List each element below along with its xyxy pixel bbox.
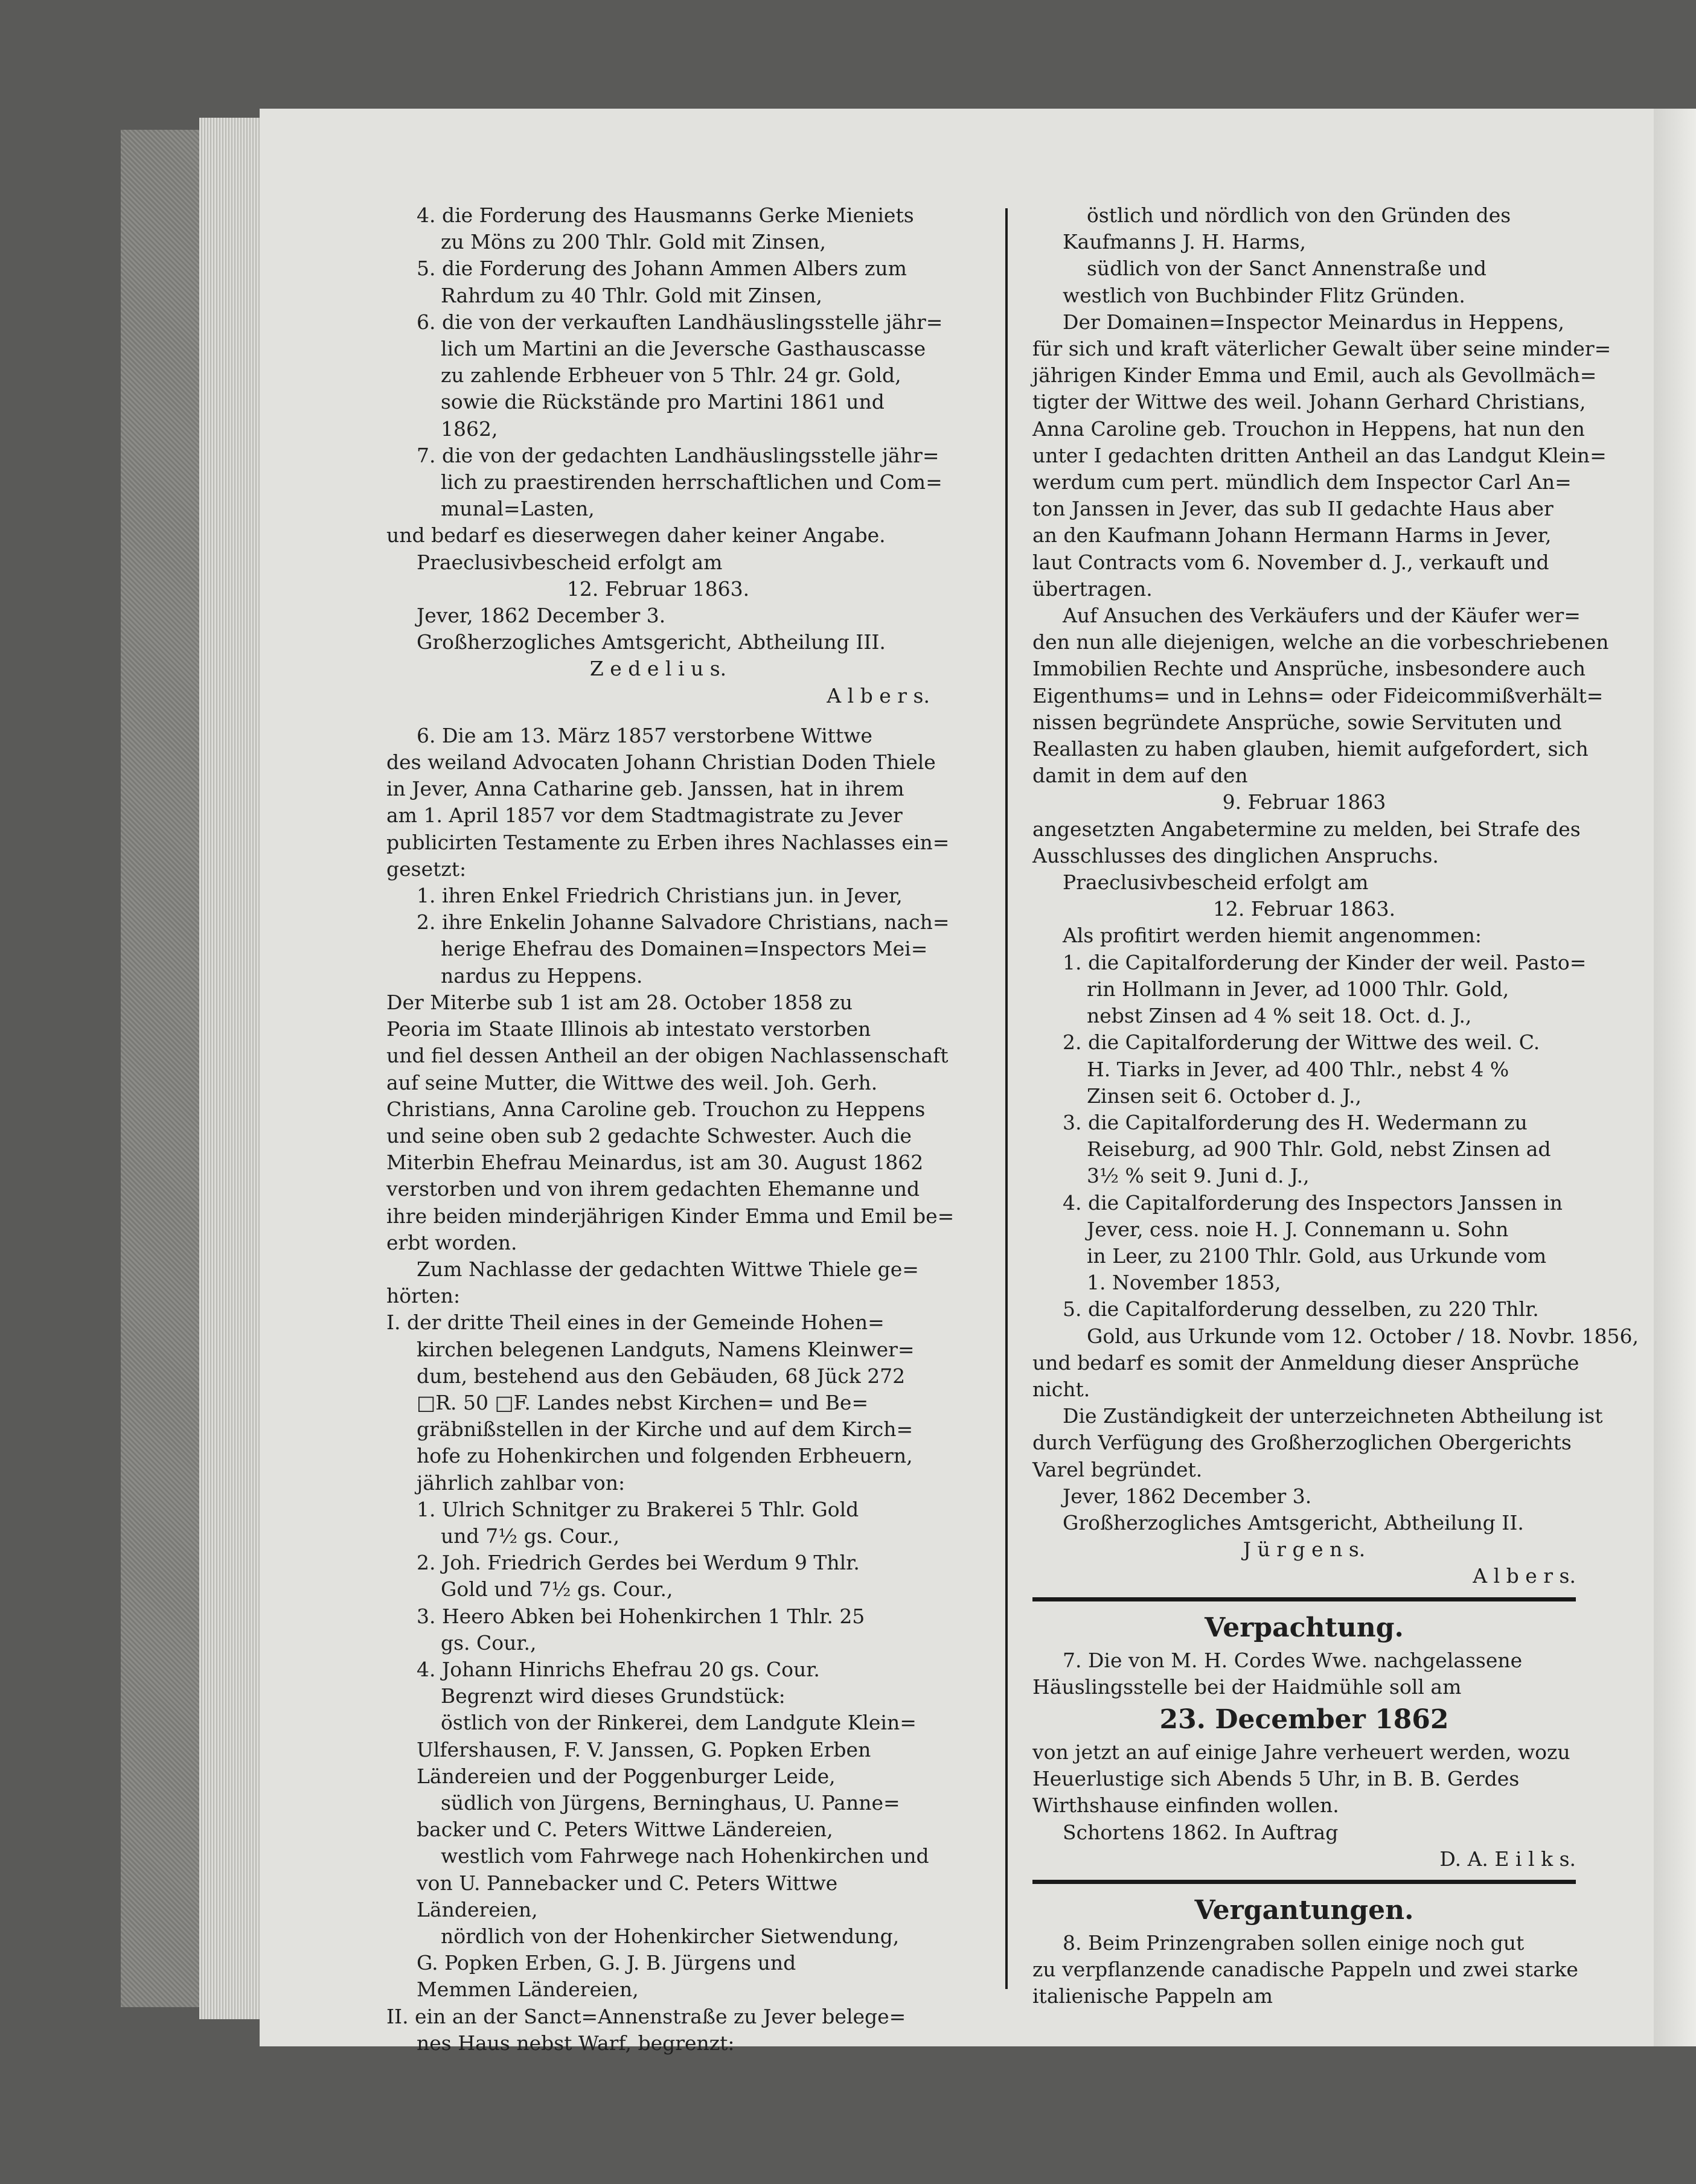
text-line: östlich von der Rinkerei, dem Landgute Klein=	[441, 1711, 917, 1735]
next-page-edge	[1654, 109, 1696, 2046]
left-column	[386, 202, 955, 2057]
text-line: Als profitirt werden hiemit angenommen:	[1063, 924, 1482, 948]
text-line: und 7½ gs. Cour.,	[441, 1524, 620, 1548]
text-line: 1. ihren Enkel Friedrich Christians jun. in Jever,	[417, 884, 903, 908]
text-line: jährigen Kinder Emma und Emil, auch als Gevollmäch=	[1032, 363, 1597, 388]
text-line: A l b e r s.	[1473, 1564, 1576, 1588]
text-line: nicht.	[1032, 1377, 1090, 1401]
text-line: Schortens 1862. In Auftrag	[1063, 1820, 1339, 1844]
text-line: Häuslingsstelle bei der Haidmühle soll am	[1032, 1675, 1462, 1699]
text-line: Jever, 1862 December 3.	[1063, 1484, 1312, 1508]
text-line: angesetzten Angabetermine zu melden, bei Strafe des	[1032, 817, 1581, 841]
text-line: in Jever, Anna Catharine geb. Janssen, hat in ihrem	[386, 777, 904, 801]
text-line: ihre beiden minderjährigen Kinder Emma und Emil be=	[386, 1204, 955, 1228]
text-line: Jever, 1862 December 3.	[417, 604, 666, 628]
text-line: nissen begründete Ansprüche, sowie Servituten und	[1032, 710, 1562, 734]
text-line: J ü r g e n s.	[1243, 1537, 1366, 1562]
text-line: Peoria im Staate Illinois ab intestato verstorben	[386, 1017, 871, 1041]
text-line: Wirthshause einfinden wollen.	[1032, 1793, 1339, 1818]
text-line: gs. Cour.,	[441, 1630, 537, 1655]
text-line: lich um Martini an die Jeversche Gasthauscasse	[441, 337, 926, 361]
text-line: ton Janssen in Jever, das sub II gedachte Haus aber	[1032, 497, 1554, 521]
text-line: Z e d e l i u s.	[589, 657, 727, 681]
text-line: Zum Nachlasse der gedachten Wittwe Thiele ge=	[417, 1257, 919, 1281]
text-line: Die Zuständigkeit der unterzeichneten Abtheilung ist	[1063, 1404, 1603, 1428]
section-heading: Vergantungen.	[1194, 1894, 1414, 1926]
text-line: laut Contracts vom 6. November d. J., verkauft und	[1032, 550, 1549, 574]
text-line: Miterbin Ehefrau Meinardus, ist am 30. August 1862	[386, 1151, 924, 1175]
text-line	[386, 709, 930, 723]
lease-notice-section	[1032, 1609, 1576, 1873]
text-line: backer und C. Peters Wittwe Ländereien,	[417, 1818, 833, 1842]
text-line: italienische Pappeln am	[1032, 1984, 1273, 2008]
text-line: Zinsen seit 6. October d. J.,	[1087, 1084, 1362, 1108]
text-line: unter I gedachten dritten Antheil an das Landgut Klein=	[1032, 443, 1607, 467]
text-line: für sich und kraft väterlicher Gewalt über seine minder=	[1032, 337, 1611, 361]
text-line: südlich von Jürgens, Berninghaus, U. Panne=	[441, 1790, 900, 1815]
text-line: Christians, Anna Caroline geb. Trouchon zu Heppens	[386, 1097, 926, 1121]
text-line: 12. Februar 1863.	[1212, 897, 1396, 921]
text-line: damit in dem auf den	[1032, 764, 1248, 788]
text-line: südlich von der Sanct Annenstraße und	[1087, 257, 1487, 281]
text-line: Memmen Ländereien,	[417, 1978, 639, 2002]
text-line: H. Tiarks in Jever, ad 400 Thlr., nebst 4 %	[1087, 1057, 1509, 1081]
text-line: 8. Beim Prinzengraben sollen einige noch gut	[1063, 1930, 1525, 1955]
text-line: auf seine Mutter, die Wittwe des weil. Joh. Gerh.	[386, 1070, 878, 1094]
text-line: jährlich zahlbar von:	[417, 1470, 626, 1495]
text-line: 2. die Capitalforderung der Wittwe des weil. C.	[1063, 1030, 1540, 1055]
auction-notice-section	[1032, 1891, 1576, 2010]
text-line: 1. die Capitalforderung der Kinder der weil. Pasto=	[1063, 950, 1587, 974]
text-line: Rahrdum zu 40 Thlr. Gold mit Zinsen,	[441, 283, 822, 307]
text-line: übertragen.	[1032, 576, 1153, 601]
right-column	[1032, 202, 1639, 2010]
text-line: Eigenthums= und in Lehns= oder Fideicommißverhält=	[1032, 683, 1604, 707]
text-line: 3½ % seit 9. Juni d. J.,	[1087, 1164, 1310, 1188]
text-line: herige Ehefrau des Domainen=Inspectors Mei=	[441, 937, 928, 961]
text-line: gräbnißstellen in der Kirche und auf dem Kirch=	[417, 1417, 914, 1442]
text-line: 5. die Forderung des Johann Ammen Albers zum	[417, 257, 907, 281]
text-line: hörten:	[386, 1284, 461, 1308]
text-line: 6. Die am 13. März 1857 verstorbene Wittwe	[417, 723, 872, 747]
text-line: 4. die Forderung des Hausmanns Gerke Mieniets	[417, 203, 914, 227]
text-line: hofe zu Hohenkirchen und folgenden Erbheuern,	[417, 1444, 913, 1468]
text-line: tigter der Wittwe des weil. Johann Gerhard Christians,	[1032, 390, 1586, 414]
text-line: □R. 50 □F. Landes nebst Kirchen= und Be=	[417, 1390, 869, 1414]
text-line: lich zu praestirenden herrschaftlichen und Com=	[441, 470, 942, 494]
text-line: Großherzogliches Amtsgericht, Abtheilung II.	[1063, 1510, 1524, 1534]
text-line: Kaufmanns J. H. Harms,	[1063, 230, 1307, 254]
text-line: G. Popken Erben, G. J. B. Jürgens und	[417, 1951, 796, 1975]
text-line: in Leer, zu 2100 Thlr. Gold, aus Urkunde vom	[1087, 1244, 1547, 1268]
text-line: 12. Februar 1863.	[566, 576, 750, 601]
text-line: des weiland Advocaten Johann Christian Doden Thiele	[386, 750, 936, 774]
text-line: rin Hollmann in Jever, ad 1000 Thlr. Gold,	[1087, 977, 1509, 1001]
text-line: gesetzt:	[386, 857, 467, 881]
text-line: nebst Zinsen ad 4 % seit 18. Oct. d. J.,	[1087, 1004, 1472, 1028]
text-line: publicirten Testamente zu Erben ihres Nachlasses ein=	[386, 830, 950, 854]
text-line: Gold, aus Urkunde vom 12. October / 18. Novbr. 1856,	[1087, 1324, 1639, 1348]
text-line: Ländereien und der Poggenburger Leide,	[417, 1764, 836, 1788]
text-line: 4. Johann Hinrichs Ehefrau 20 gs. Cour.	[417, 1657, 820, 1681]
text-line: 4. die Capitalforderung des Inspectors Janssen in	[1063, 1190, 1563, 1215]
text-line: und fiel dessen Antheil an der obigen Nachlassenschaft	[386, 1044, 949, 1068]
text-line: und bedarf es dieserwegen daher keiner Angabe.	[386, 523, 886, 548]
text-line: Gold und 7½ gs. Cour.,	[441, 1577, 673, 1601]
text-line: 9. Februar 1863	[1222, 790, 1386, 814]
text-line: Der Miterbe sub 1 ist am 28. October 1858 zu	[386, 990, 853, 1014]
text-line: Ländereien,	[417, 1897, 538, 1921]
text-line: verstorben und von ihrem gedachten Ehemanne und	[386, 1177, 920, 1201]
text-line: Immobilien Rechte und Ansprüche, insbesondere auch	[1032, 657, 1586, 681]
text-line: Reallasten zu haben glauben, hiemit aufgefordert, sich	[1032, 737, 1589, 761]
text-line: 2. ihre Enkelin Johanne Salvadore Christians, nach=	[417, 910, 950, 934]
text-line: 6. die von der verkauften Landhäuslingsstelle jähr=	[417, 310, 943, 334]
text-line: Reiseburg, ad 900 Thlr. Gold, nebst Zinsen ad	[1087, 1137, 1551, 1161]
text-line: 7. Die von M. H. Cordes Wwe. nachgelassene	[1063, 1648, 1523, 1672]
text-line: nardus zu Heppens.	[441, 963, 643, 988]
section-rule	[1032, 1880, 1576, 1884]
text-line: nördlich von der Hohenkircher Sietwendung,	[441, 1924, 900, 1948]
text-line: Ausschlusses des dinglichen Anspruchs.	[1032, 843, 1439, 867]
text-line: I. der dritte Theil eines in der Gemeinde Hohen=	[386, 1311, 885, 1335]
text-line: westlich vom Fahrwege nach Hohenkirchen und	[441, 1844, 929, 1868]
text-line: zu zahlende Erbheuer von 5 Thlr. 24 gr. Gold,	[441, 363, 901, 388]
text-line: am 1. April 1857 vor dem Stadtmagistrate zu Jever	[386, 803, 903, 828]
text-line: Anna Caroline geb. Trouchon in Heppens, hat nun den	[1032, 417, 1585, 441]
text-line: Großherzogliches Amtsgericht, Abtheilung III.	[417, 630, 886, 654]
text-line: werdum cum pert. mündlich dem Inspector Carl An=	[1032, 470, 1572, 494]
text-line: von jetzt an auf einige Jahre verheuert werden, wozu	[1032, 1740, 1570, 1764]
section-rule	[1032, 1597, 1576, 1601]
text-line: D. A. E i l k s.	[1439, 1847, 1576, 1871]
text-line: durch Verfügung des Großherzoglichen Obergerichts	[1032, 1431, 1572, 1455]
section-heading: 23. December 1862	[1159, 1703, 1449, 1735]
text-line: 2. Joh. Friedrich Gerdes bei Werdum 9 Thlr.	[417, 1551, 860, 1575]
text-line: II. ein an der Sanct=Annenstraße zu Jever belege=	[386, 2004, 906, 2028]
text-line: 1. Ulrich Schnitger zu Brakerei 5 Thlr. Gold	[417, 1497, 859, 1521]
text-line: Heuerlustige sich Abends 5 Uhr, in B. B. Gerdes	[1032, 1767, 1520, 1791]
text-line: zu verpflanzende canadische Pappeln und zwei starke	[1032, 1958, 1578, 1982]
text-line: Jever, cess. noie H. J. Connemann u. Sohn	[1087, 1217, 1509, 1241]
text-line: 3. die Capitalforderung des H. Wedermann zu	[1063, 1110, 1528, 1134]
text-line: Praeclusivbescheid erfolgt am	[417, 550, 723, 574]
text-line: 5. die Capitalforderung desselben, zu 220 Thlr.	[1063, 1297, 1539, 1321]
text-line: 7. die von der gedachten Landhäuslingsstelle jähr=	[417, 443, 939, 467]
text-line: sowie die Rückstände pro Martini 1861 und	[441, 390, 885, 414]
text-line: von U. Pannebacker und C. Peters Wittwe	[417, 1871, 838, 1895]
text-line: Der Domainen=Inspector Meinardus in Heppens,	[1063, 310, 1564, 334]
text-line: Praeclusivbescheid erfolgt am	[1063, 870, 1369, 895]
text-line: den nun alle diejenigen, welche an die vorbeschriebenen	[1032, 630, 1609, 654]
text-line: zu Möns zu 200 Thlr. Gold mit Zinsen,	[441, 230, 826, 254]
section-heading: Verpachtung.	[1205, 1612, 1404, 1643]
text-line: Varel begründet.	[1032, 1457, 1203, 1481]
text-line: und bedarf es somit der Anmeldung dieser Ansprüche	[1032, 1350, 1579, 1375]
column-divider	[1005, 208, 1008, 1989]
text-line: 1862,	[441, 417, 498, 441]
text-line: A l b e r s.	[827, 683, 930, 707]
text-line: und seine oben sub 2 gedachte Schwester. Auch die	[386, 1123, 912, 1148]
text-line: 1. November 1853,	[1087, 1271, 1281, 1295]
text-line: Auf Ansuchen des Verkäufers und der Käufer wer=	[1063, 604, 1581, 628]
text-line: westlich von Buchbinder Flitz Gründen.	[1063, 283, 1465, 307]
text-line: östlich und nördlich von den Gründen des	[1087, 203, 1511, 227]
text-line: erbt worden.	[386, 1230, 517, 1254]
text-line: kirchen belegenen Landguts, Namens Kleinwer=	[417, 1337, 915, 1361]
text-line: dum, bestehend aus den Gebäuden, 68 Jück 272	[417, 1364, 906, 1388]
right-notice-block	[1032, 202, 1639, 1590]
text-line: munal=Lasten,	[441, 497, 595, 521]
text-line: Begrenzt wird dieses Grundstück:	[441, 1684, 786, 1708]
text-line: an den Kaufmann Johann Hermann Harms in Jever,	[1032, 523, 1552, 548]
text-line: Ulfershausen, F. V. Janssen, G. Popken Erben	[417, 1737, 871, 1761]
text-line: nes Haus nebst Warf, begrenzt:	[417, 2031, 735, 2055]
text-line: 3. Heero Abken bei Hohenkirchen 1 Thlr. 25	[417, 1604, 865, 1628]
